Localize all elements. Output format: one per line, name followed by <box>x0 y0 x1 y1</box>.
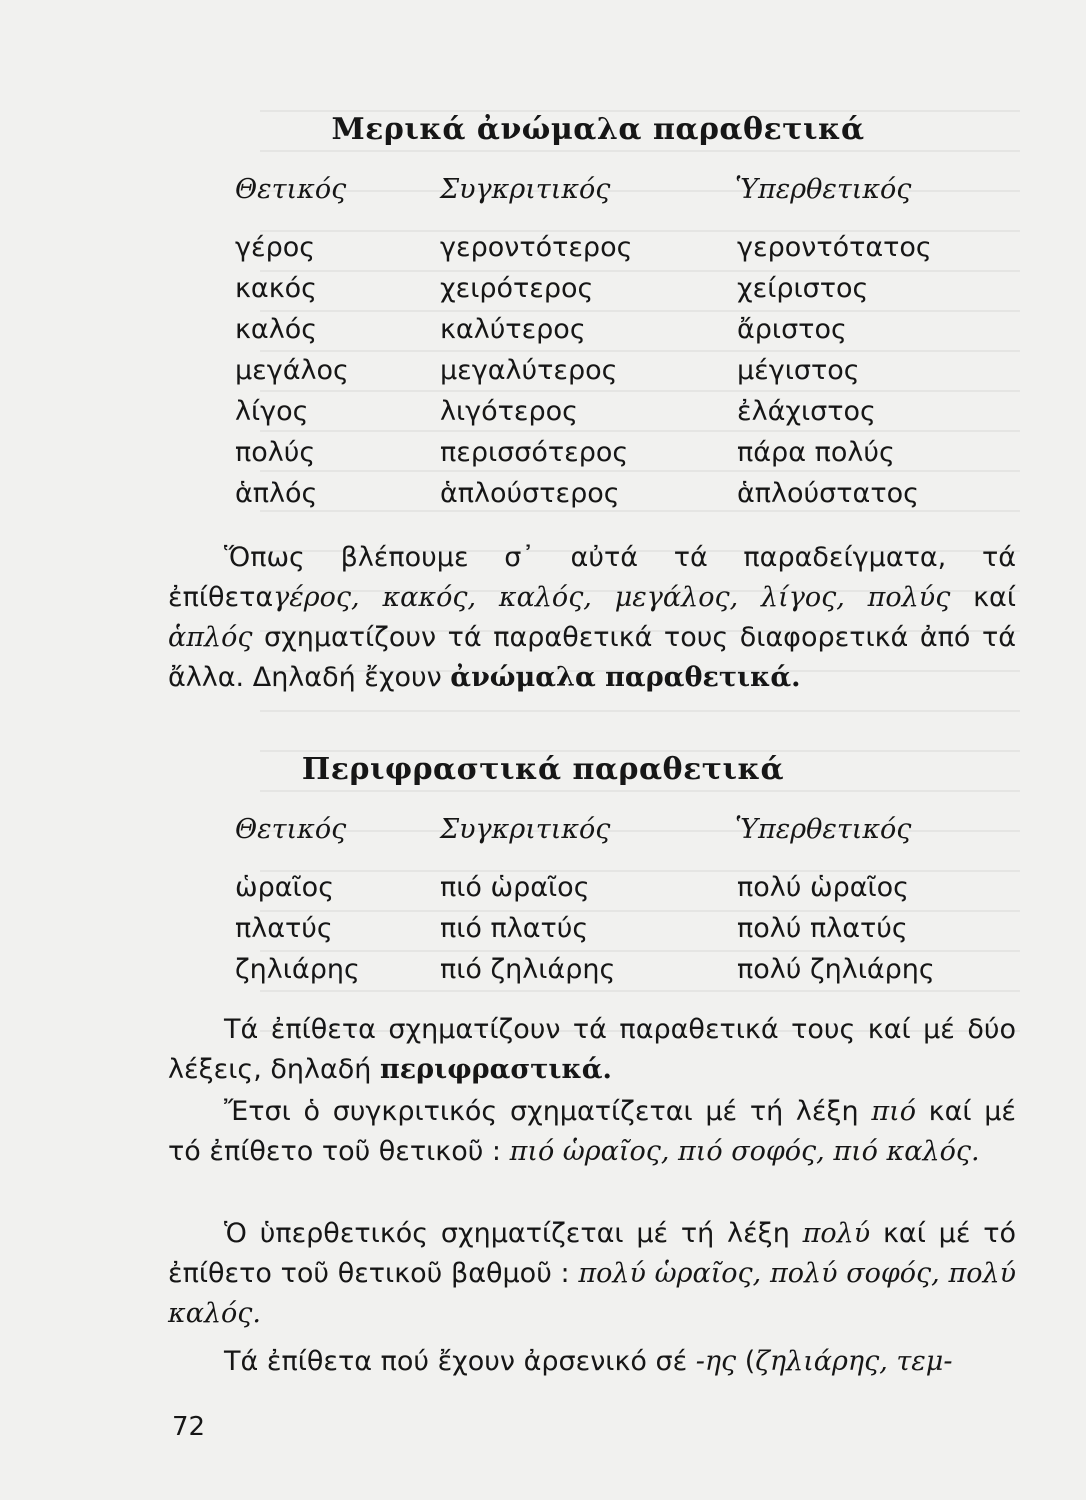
table-cell: γεροντότερος <box>440 232 633 263</box>
text-run: Τά ἐπίθετα σχηματίζουν τά παραθετικά τους καί μέ δύο λέξεις, δηλαδή <box>168 1014 1016 1085</box>
italic-run: πιό ὡραῖος, πιό σοφός, πιό καλός. <box>509 1136 980 1167</box>
italic-run: -ης <box>695 1346 737 1377</box>
table-cell: πολύ πλατύς <box>737 913 908 944</box>
table-cell: ἁπλούστερος <box>440 478 620 509</box>
table-cell: πιό ζηλιάρης <box>440 954 616 985</box>
table-cell: πάρα πολύς <box>737 437 895 468</box>
table-cell: ἐλάχιστος <box>737 396 876 427</box>
table-cell: πολύ ὡραῖος <box>737 872 910 903</box>
text-run: καί μέ τό ἐπίθετο τοῦ θετικοῦ βαθμοῦ : <box>168 1218 1016 1289</box>
text-run: σχηματίζουν τά παραθετικά τους διαφορετικά ἀπό τά ἄλλα. Δηλαδή ἔχουν <box>168 622 1016 693</box>
italic-run: ζηλιάρης, τεμ- <box>755 1346 953 1377</box>
text-run: Ἔτσι ὁ συγκριτικός σχηματίζεται μέ τή λέξη <box>224 1096 872 1127</box>
table-cell: γεροντότατος <box>737 232 932 263</box>
section-title-irregular: Μερικά ἀνώμαλα παραθετικά <box>331 112 865 147</box>
text-run: Τά ἐπίθετα πού ἔχουν ἀρσενικό σέ <box>224 1346 696 1377</box>
italic-run: γέρος, κακός, καλός, μεγάλος, λίγος, πολύς <box>273 582 951 613</box>
table-cell: μεγαλύτερος <box>440 355 618 386</box>
column-header-superlative: Ὑπερθετικός <box>735 814 912 845</box>
text-run: Ὁ ὑπερθετικός σχηματίζεται μέ τή λέξη <box>224 1218 803 1249</box>
table-cell: χείριστος <box>737 273 869 304</box>
table-cell: πιό πλατύς <box>440 913 589 944</box>
table-cell: πιό ὡραῖος <box>440 872 590 903</box>
column-header-superlative: Ὑπερθετικός <box>735 174 912 205</box>
bold-term: ἀνώμαλα παραθετικά. <box>450 662 801 693</box>
column-header-comparative: Συγκριτικός <box>440 814 611 845</box>
paragraph-superlative-rule <box>168 1214 1016 1334</box>
table-cell: ὡραῖος <box>235 872 335 903</box>
column-header-comparative: Συγκριτικός <box>440 174 611 205</box>
page-number: 72 <box>172 1412 206 1442</box>
table-cell: χειρότερος <box>440 273 594 304</box>
section-title-periphrastic: Περιφραστικά παραθετικά <box>301 752 785 787</box>
table-cell: ἁπλούστατος <box>737 478 919 509</box>
table-cell: πολύς <box>235 437 316 468</box>
paragraph-comparative-rule <box>168 1092 1016 1172</box>
table-cell: μέγιστος <box>737 355 860 386</box>
table-cell: ἄριστος <box>737 314 847 345</box>
italic-run: πολύ <box>802 1218 871 1249</box>
italic-run: πολύ ὡραῖος, πολύ σοφός, πολύ καλός. <box>168 1258 1016 1329</box>
table-cell: πλατύς <box>235 913 333 944</box>
text-run: καί <box>950 582 1016 613</box>
table-cell: περισσότερος <box>440 437 629 468</box>
table-cell: ζηλιάρης <box>235 954 360 985</box>
text-run: καί μέ τό ἐπίθετο τοῦ θετικοῦ : <box>168 1096 1016 1167</box>
paragraph-adjectives-in-is <box>168 1342 1016 1382</box>
table-cell: κακός <box>235 273 317 304</box>
bold-term: περιφραστικά. <box>380 1054 612 1085</box>
text-run: ( <box>736 1346 756 1377</box>
table-cell: καλός <box>235 314 318 345</box>
table-cell: μεγάλος <box>235 355 349 386</box>
paragraph-irregular-explanation <box>168 538 1016 698</box>
italic-run: πιό <box>871 1096 916 1127</box>
column-header-positive: Θετικός <box>235 814 347 845</box>
table-cell: λίγος <box>235 396 309 427</box>
text-run: Ὅπως βλέπουμε σ᾽ αὐτά τά παραδείγματα, τά ἐπίθετα <box>168 542 1016 613</box>
column-header-positive: Θετικός <box>235 174 347 205</box>
italic-run: ἁπλός <box>168 622 253 653</box>
table-cell: λιγότερος <box>440 396 578 427</box>
table-cell: γέρος <box>235 232 316 263</box>
table-cell: καλύτερος <box>440 314 586 345</box>
table-cell: πολύ ζηλιάρης <box>737 954 935 985</box>
paragraph-periphrastic-explanation <box>168 1010 1016 1090</box>
table-cell: ἁπλός <box>235 478 318 509</box>
